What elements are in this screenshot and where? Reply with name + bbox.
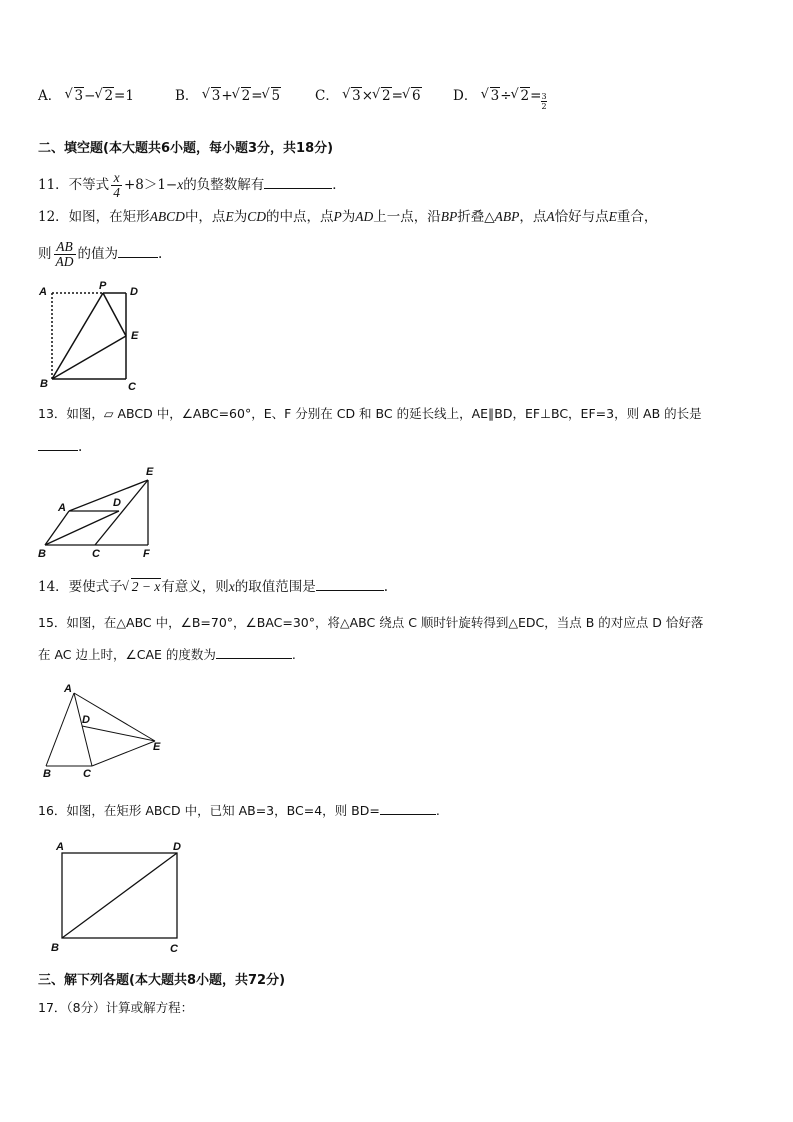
- label-c: C: [128, 381, 136, 393]
- question-14: 14．要使式子√ 2 − x有意义，则x的取值范围是 .: [38, 577, 388, 597]
- section-2-heading: 二、填空题(本大题共6小题，每小题3分，共18分): [38, 141, 334, 156]
- label-a: A: [39, 286, 47, 298]
- label-e: E: [153, 741, 161, 753]
- question-15-line2: 在 AC 边上时，∠CAE 的度数为 .: [38, 647, 296, 662]
- label-b: B: [38, 548, 46, 560]
- question-12-line2: 则 $\frac{AB}{AD}$ 的值为 .: [38, 239, 163, 269]
- label-d: D: [113, 497, 121, 509]
- label-c: C: [170, 943, 178, 955]
- label-a: A: [64, 683, 72, 695]
- label-a: A: [58, 502, 66, 514]
- label-f: F: [143, 548, 150, 560]
- question-11: 11．不等式 $\frac{x}{4}$ +8＞1−x的负整数解有 ．: [38, 170, 346, 200]
- question-13-line1: 13．如图，▱ ABCD 中，∠ABC=60°，E、F 分别在 CD 和 BC 的延长线上，AE∥BD，EF⊥BC，EF=3，则 AB 的长是: [38, 406, 702, 421]
- label-c: C: [92, 548, 100, 560]
- label-d: D: [173, 841, 181, 853]
- label-a: A: [56, 841, 64, 853]
- label-p: P: [99, 280, 107, 292]
- question-16: 16．如图，在矩形 ABCD 中，已知 AB=3，BC=4，则 BD= .: [38, 803, 440, 818]
- label-b: B: [43, 768, 51, 780]
- question-17: 17．（8分）计算或解方程：: [38, 1000, 194, 1015]
- option-c: C． √ 3×√ 2=√ 6: [315, 86, 422, 106]
- question-12-line1: 12．如图，在矩形ABCD中，点E为CD的中点，点P为AD上一点，沿BP折叠△ABP，点A恰好与点E重合，: [38, 209, 658, 225]
- label-d: D: [82, 714, 90, 726]
- question-13-line2: .: [38, 437, 82, 457]
- label-b: B: [40, 378, 48, 390]
- option-d: D． √ 3÷√ 2= $\frac{3}{2}$: [453, 86, 547, 111]
- label-e: E: [131, 330, 139, 342]
- option-b: B． √ 3+√ 2=√ 5: [175, 86, 281, 106]
- option-a: A． √ 3−√ 2=1: [38, 88, 134, 104]
- section-3-heading: 三、解下列各题(本大题共8小题，共72分): [38, 973, 286, 988]
- label-d: D: [130, 286, 138, 298]
- label-e: E: [146, 466, 154, 478]
- label-c: C: [83, 768, 91, 780]
- label-b: B: [51, 942, 59, 954]
- question-15-line1: 15．如图，在△ABC 中，∠B=70°，∠BAC=30°，将△ABC 绕点 C 顺时针旋转得到△EDC，当点 B 的对应点 D 恰好落: [38, 615, 704, 630]
